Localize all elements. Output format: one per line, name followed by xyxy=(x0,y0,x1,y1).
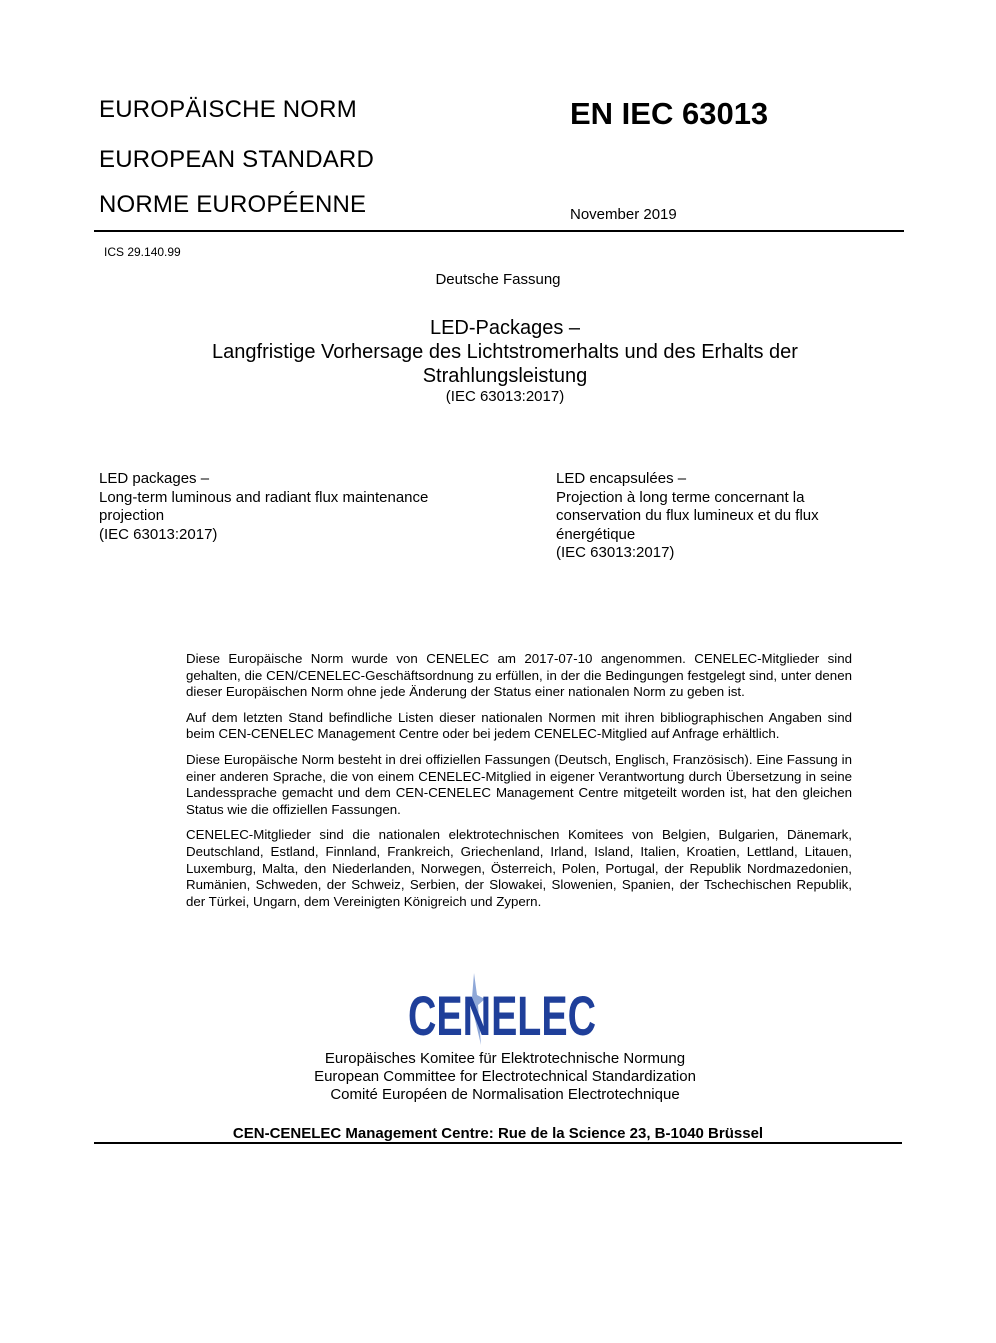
publication-date: November 2019 xyxy=(570,206,677,223)
version-label: Deutsche Fassung xyxy=(435,271,561,288)
cenelec-logo-graphic xyxy=(395,965,610,1053)
norm-title-fr: NORME EUROPÉENNE xyxy=(99,191,367,218)
committee-names xyxy=(200,1050,810,1104)
title-en-reference: (IEC 63013:2017) xyxy=(99,525,218,543)
paragraph-lists: Auf dem letzten Stand befindliche Listen dieser nationalen Normen mit ihren bibliographischen Angaben sind beim CEN-CENELEC Management Centre oder bei jedem CENELEC-Mitglied auf Anfrage erhältlich. xyxy=(186,709,852,742)
document-title xyxy=(150,316,860,406)
title-fr-line-3: conservation du flux lumineux et du flux xyxy=(556,507,819,524)
ics-code: ICS 29.140.99 xyxy=(104,245,181,259)
title-en-line-2: Long-term luminous and radiant flux maintenance xyxy=(99,488,429,506)
title-fr-reference: (IEC 63013:2017) xyxy=(556,544,675,561)
footer-rule xyxy=(94,1142,902,1144)
title-reference: (IEC 63013:2017) xyxy=(445,388,565,405)
paragraph-versions: Diese Europäische Norm besteht in drei offiziellen Fassungen (Deutsch, Englisch, Französisch). Eine Fassung in einer anderen Sprache, die von einem CENELEC-Mitglied in eigener Verantwortung durch Übersetzung in seine Landessprache gemacht und dem CEN-CENELEC Management Centre mitgeteilt worden ist, hat den gleichen Status wie die offiziellen Fassungen. xyxy=(186,751,852,817)
title-english xyxy=(99,470,519,544)
paragraph-adoption: Diese Europäische Norm wurde von CENELEC am 2017-07-10 angenommen. CENELEC-Mitglieder sind gehalten, die CEN/CENELEC-Geschäftsordnung zu erfüllen, in der die Bedingungen festgelegt sind, unter denen dieser Europäischen Norm ohne jede Änderung der Status einer nationalen Norm zu geben ist. xyxy=(186,651,852,700)
title-fr-line-2: Projection à long terme concernant la xyxy=(556,488,805,506)
header-rule xyxy=(94,230,904,232)
document-number: EN IEC 63013 xyxy=(570,96,769,131)
title-fr-line-4: énergétique xyxy=(556,525,636,543)
cenelec-logo xyxy=(395,965,610,1053)
title-fr-line-1: LED encapsulées – xyxy=(556,470,687,487)
title-en-line-1: LED packages – xyxy=(99,470,210,487)
management-centre-address: CEN-CENELEC Management Centre: Rue de la Science 23, B-1040 Brüssel xyxy=(232,1125,764,1142)
logo-text: CENELEC xyxy=(408,984,596,1047)
title-line-3: Strahlungsleistung xyxy=(422,365,588,387)
title-line-2: Langfristige Vorhersage des Lichtstromerhalts und des Erhalts der xyxy=(212,341,798,363)
norm-title-de: EUROPÄISCHE NORM xyxy=(99,96,357,123)
committee-name-de: Europäisches Komitee für Elektrotechnische Normung xyxy=(324,1050,686,1067)
paragraph-members: CENELEC-Mitglieder sind die nationalen elektrotechnischen Komitees von Belgien, Bulgarien, Dänemark, Deutschland, Estland, Finnland, Frankreich, Griechenland, Irland, Island, Italien, Kroatien, Lettland, Litauen, Luxemburg, Malta, den Niederlanden, Norwegen, Österreich, Polen, Portugal, der Republik Nordmazedonien, Rumänien, Schweden, der Schweiz, Serbien, der Slowakei, Slowenien, Spanien, der Tschechischen Republik, der Türkei, Ungarn, dem Vereinigten Königreich und Zypern. xyxy=(186,827,852,909)
committee-name-en: European Committee for Electrotechnical Standardization xyxy=(314,1068,696,1085)
title-en-line-3: projection xyxy=(99,507,165,524)
adoption-statement xyxy=(186,651,852,919)
committee-name-fr: Comité Européen de Normalisation Electrotechnique xyxy=(330,1086,680,1103)
title-french xyxy=(556,470,876,563)
title-line-1: LED-Packages – xyxy=(429,317,581,339)
norm-title-en: EUROPEAN STANDARD xyxy=(99,146,374,173)
